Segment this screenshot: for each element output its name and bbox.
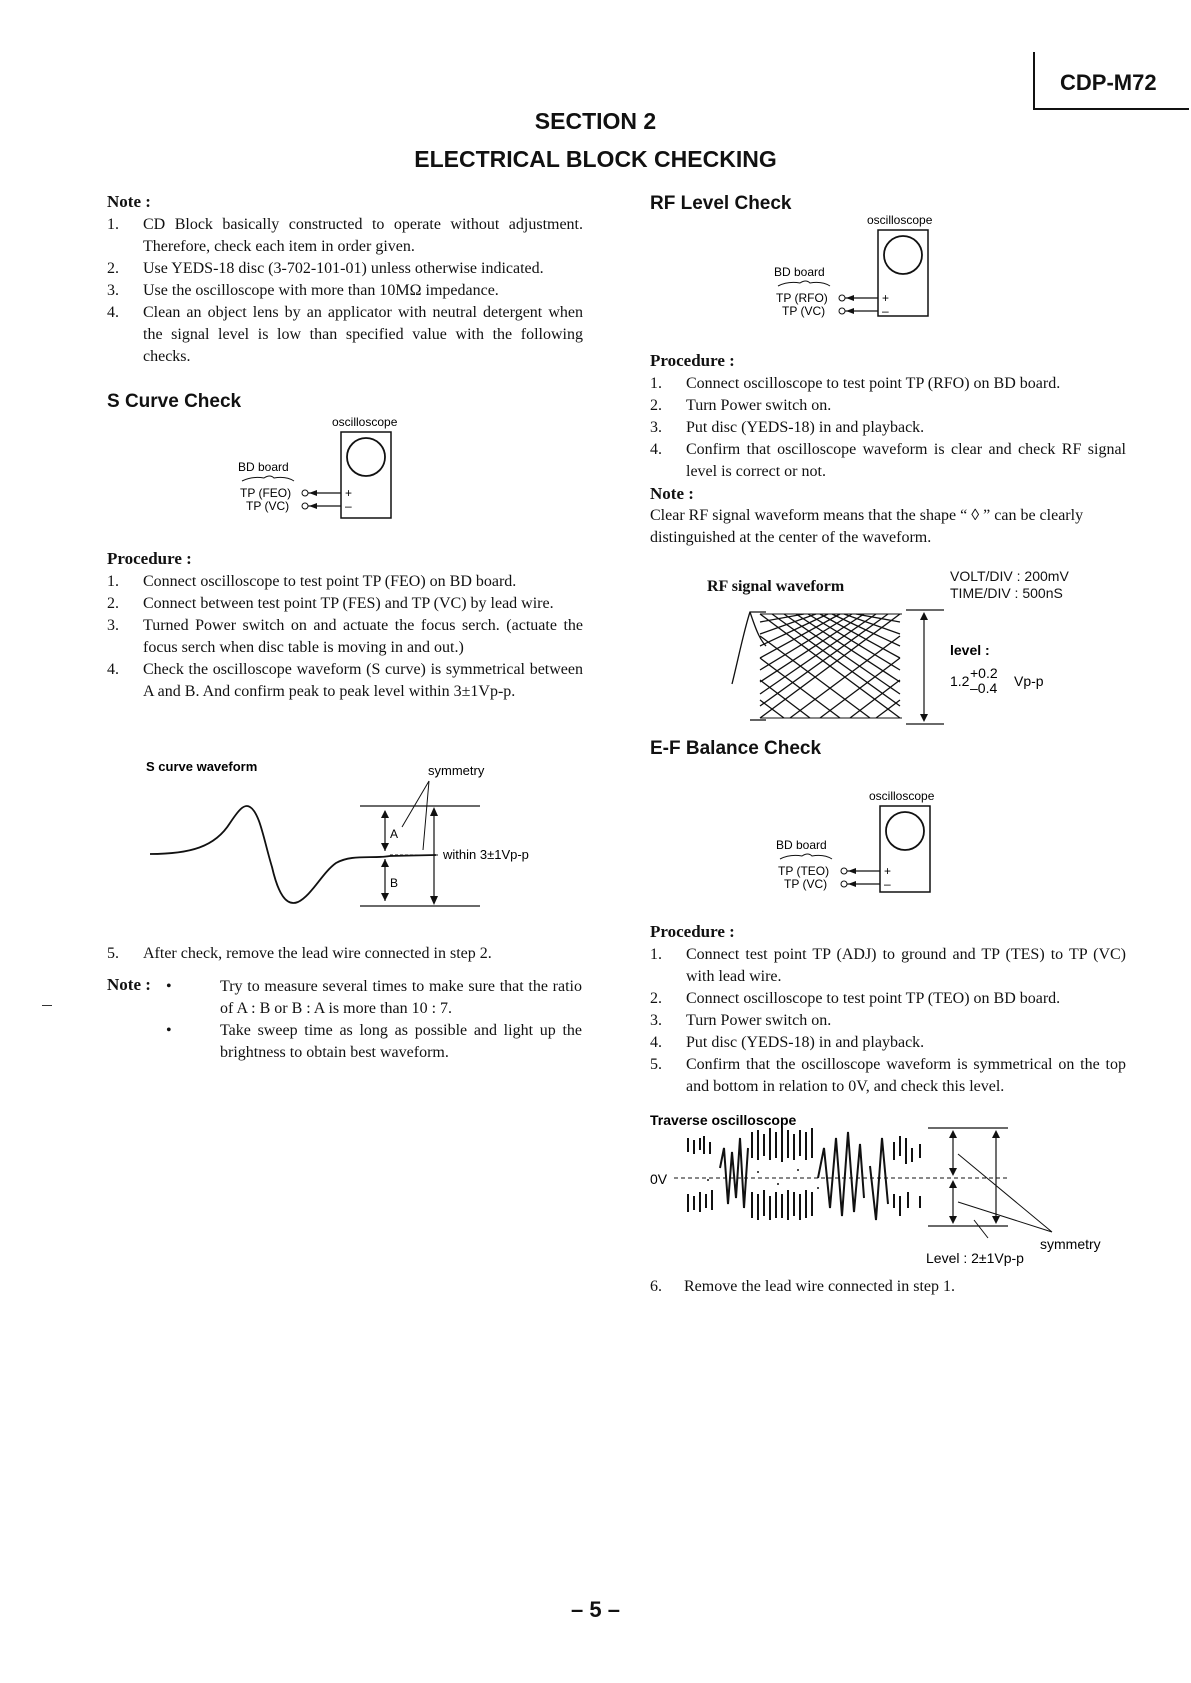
list-item: 2. Connect between test point TP (FES) and TP (VC) by lead wire.: [107, 595, 554, 612]
rf-tol-minus: –0.4: [970, 680, 998, 696]
header-divider-vertical: [1033, 52, 1035, 108]
s-curve-step-5: 5. After check, remove the lead wire connected in step 2.: [107, 945, 492, 962]
symmetry-label: symmetry: [1040, 1236, 1101, 1252]
s-curve-title: S Curve Check: [107, 391, 242, 412]
oscilloscope-label: oscilloscope: [332, 415, 398, 429]
ef-balance-connection-diagram: [770, 786, 960, 898]
rf-note-text: Clear RF signal waveform means that the shape “ ◊ ” can be clearly distinguished at the center of the waveform.: [650, 507, 1084, 546]
time-div-label: TIME/DIV : 500nS: [950, 585, 1063, 601]
traverse-level-label: Level : 2±1Vp-p: [926, 1250, 1024, 1266]
list-item: 1. Connect oscilloscope to test point TP (FEO) on BD board.: [107, 573, 517, 590]
s-curve-waveform-diagram: [140, 755, 560, 920]
a-label: A: [390, 827, 399, 841]
bd-board-label: BD board: [238, 460, 289, 474]
bullet-icon: •: [166, 978, 172, 995]
rf-level-title: RF Level Check: [650, 193, 792, 214]
plus-label: +: [345, 486, 353, 500]
rf-level-label: level :: [950, 642, 990, 658]
symmetry-label: symmetry: [428, 763, 485, 778]
bd-board-label: BD board: [774, 265, 825, 279]
note-bullet-1: Try to measure several times to make sure that the ratio of A : B or B : A is more than 10 : 7.: [220, 978, 582, 1017]
oscilloscope-screen: [884, 236, 922, 274]
traverse-trace: [688, 1128, 920, 1220]
list-item: 4. Clean an object lens by an applicator with neutral detergent when the signal level is low than specified value with the following checks.: [107, 304, 583, 365]
model-number: CDP-M72: [1060, 70, 1157, 95]
terminal: [302, 490, 308, 496]
s-curve-waveform-title: S curve waveform: [146, 759, 258, 774]
list-item: 4. Confirm that oscilloscope waveform is clear and check RF signal level is correct or not.: [650, 441, 1126, 480]
svg-text:+: +: [882, 291, 890, 305]
rf-procedure-list: [650, 373, 1126, 483]
s-curve-connection-diagram: [230, 412, 420, 524]
oscilloscope-label: oscilloscope: [869, 789, 935, 803]
svg-text:+: +: [884, 864, 892, 878]
tp-vc-label: TP (VC): [782, 304, 826, 318]
tp-teo-label: TP (TEO): [778, 864, 830, 878]
rf-tol-plus: +0.2: [970, 665, 998, 681]
list-item: 1. Connect oscilloscope to test point TP (RFO) on BD board.: [650, 375, 1061, 392]
bullet-icon: •: [166, 1022, 172, 1039]
list-item: 1. Connect test point TP (ADJ) to ground and TP (TES) to TP (VC) with lead wire.: [650, 946, 1126, 985]
ef-procedure-list: [650, 944, 1126, 1098]
note-bullet-2: Take sweep time as long as possible and light up the brightness to obtain best waveform.: [220, 1022, 582, 1061]
list-item: 3. Turned Power switch on and actuate the focus serch. (actuate the focus serch when disc table is moving in and out.): [107, 617, 583, 656]
svg-text:–: –: [882, 304, 889, 318]
board-brace: [242, 476, 294, 481]
bd-board-label: BD board: [776, 838, 827, 852]
margin-mark: [42, 1005, 52, 1006]
section-number: SECTION 2: [534, 108, 657, 134]
rf-signal-waveform: [730, 600, 1060, 730]
tp-vc-label: TP (VC): [784, 877, 828, 891]
section-title: ELECTRICAL BLOCK CHECKING: [414, 146, 777, 172]
tp-rfo-label: TP (RFO): [776, 291, 828, 305]
rf-level-value: 1.2: [950, 673, 970, 689]
list-item: 2. Use YEDS-18 disc (3-702-101-01) unless otherwise indicated.: [107, 260, 544, 277]
traverse-title: Traverse oscilloscope: [650, 1112, 797, 1128]
list-item: 5. Confirm that the oscilloscope waveform is symmetrical on the top and bottom in relation to 0V, and check this level.: [650, 1056, 1126, 1095]
oscilloscope-screen: [347, 438, 385, 476]
notes-list: [107, 214, 583, 368]
ef-step-6: 6. Remove the lead wire connected in step 1.: [650, 1278, 956, 1295]
ef-procedure-heading: Procedure :: [650, 922, 735, 941]
list-item: 3. Use the oscilloscope with more than 10MΩ impedance.: [107, 282, 499, 299]
rf-unit: Vp-p: [1014, 673, 1044, 689]
list-item: 2. Connect oscilloscope to test point TP (TEO) on BD board.: [650, 990, 1061, 1007]
list-item: 3. Turn Power switch on.: [650, 1012, 832, 1029]
b-label: B: [390, 876, 399, 890]
list-item: 1. CD Block basically constructed to operate without adjustment. Therefore, check each item in order given.: [107, 216, 583, 255]
minus-label: –: [345, 499, 352, 513]
tp-feo-label: TP (FEO): [240, 486, 292, 500]
s-curve-procedure-list: [107, 571, 583, 703]
tp-vc-label: TP (VC): [246, 499, 290, 513]
oscilloscope-label: oscilloscope: [867, 213, 933, 227]
list-item: 2. Turn Power switch on.: [650, 397, 832, 414]
s-curve-level-label: within 3±1Vp-p: [443, 847, 529, 862]
svg-text:–: –: [884, 877, 891, 891]
rf-waveform-title: RF signal waveform: [707, 578, 845, 595]
s-curve-note-label: Note :: [107, 975, 151, 994]
ef-balance-title: E-F Balance Check: [650, 738, 822, 759]
rf-level-connection-diagram: [770, 210, 960, 322]
list-item: 3. Put disc (YEDS-18) in and playback.: [650, 419, 925, 436]
list-item: 4. Put disc (YEDS-18) in and playback.: [650, 1034, 925, 1051]
volt-div-label: VOLT/DIV : 200mV: [950, 568, 1069, 584]
s-curve-procedure-heading: Procedure :: [107, 549, 192, 568]
rf-note-heading: Note :: [650, 484, 694, 503]
zero-volt-label: 0V: [650, 1171, 668, 1187]
rf-procedure-heading: Procedure :: [650, 351, 735, 370]
notes-heading: Note :: [107, 192, 151, 211]
list-item: 4. Check the oscilloscope waveform (S curve) is symmetrical between A and B. And confirm peak to peak level within 3±1Vp-p.: [107, 661, 583, 700]
page-number: – 5 –: [571, 1597, 620, 1622]
traverse-waveform-diagram: [648, 1108, 1128, 1268]
terminal: [302, 503, 308, 509]
